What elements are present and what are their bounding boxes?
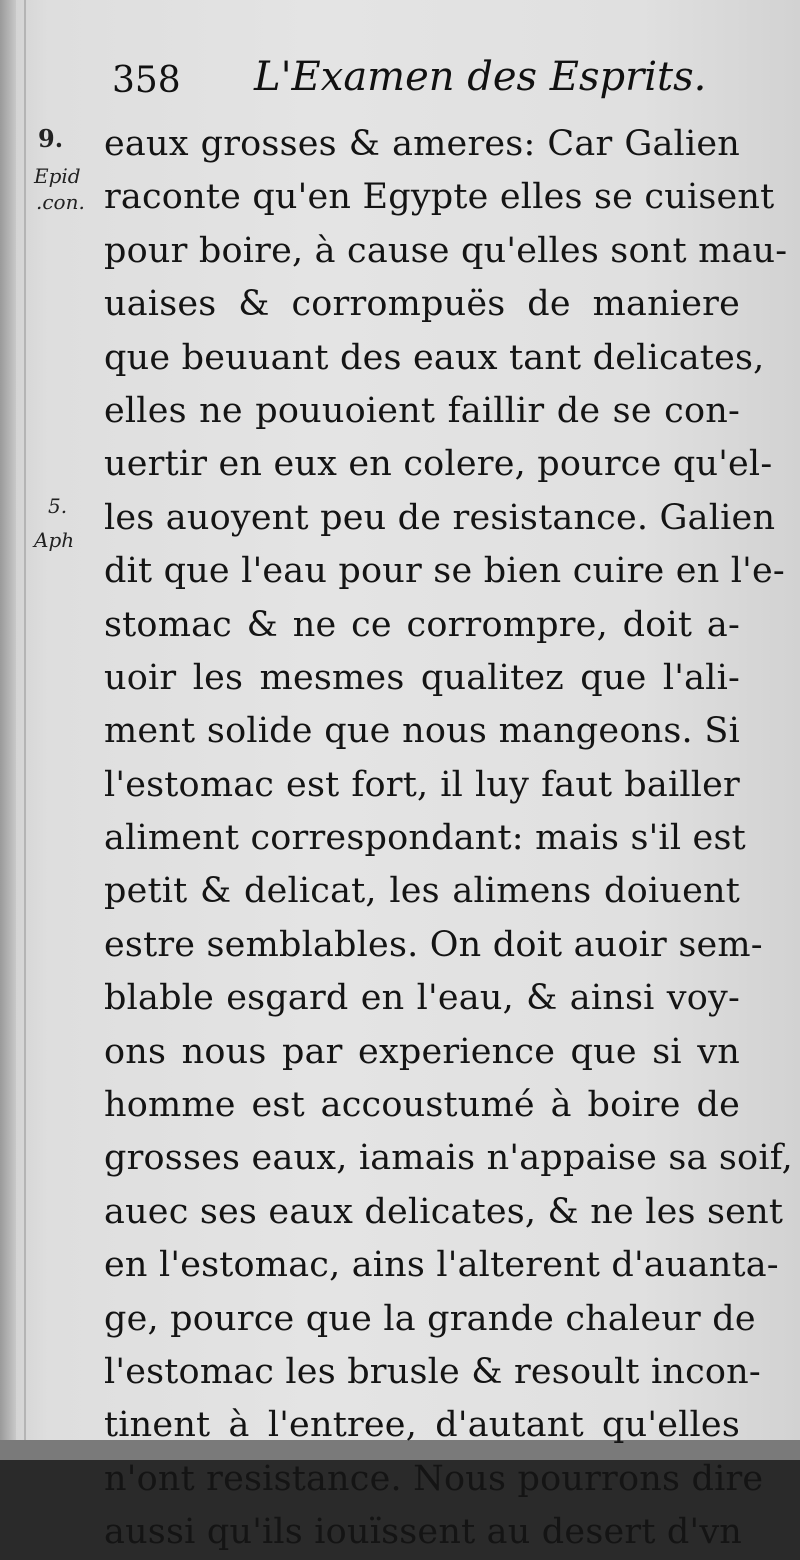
text-line: n'ont resistance. Nous pourrons dire	[104, 1458, 764, 1499]
text-line: pour boire, à cause qu'elles sont mau-	[104, 230, 788, 271]
text-line: estre semblables. On doit auoir sem-	[104, 924, 763, 965]
text-line: grosses eaux, iamais n'appaise sa soif,	[104, 1138, 793, 1179]
text-line: eaux grosses & ameres: Car Galien	[104, 124, 740, 164]
text-line: stomac & ne ce corrompre, doit a-	[104, 604, 740, 645]
margin-note-epid: Epid	[34, 164, 81, 188]
page-fold-line	[24, 0, 26, 1460]
text-line: ons nous par experience que si vn	[104, 1031, 740, 1072]
text-line: en l'estomac, ains l'alterent d'auanta-	[104, 1245, 779, 1286]
text-line: elles ne pouuoient faillir de se con-	[104, 390, 740, 431]
text-line: uertir en eux en colere, pource qu'el-	[104, 444, 773, 485]
margin-note-con: .con.	[36, 190, 85, 214]
text-line: les auoyent peu de resistance. Galien	[104, 497, 776, 538]
running-title: L'Examen des Esprits.	[254, 54, 707, 100]
text-line: dit que l'eau pour se bien cuire en l'e-	[104, 551, 785, 592]
margin-note-9: 9.	[38, 124, 64, 153]
text-line: uoir les mesmes qualitez que l'ali-	[104, 657, 740, 698]
body-text	[104, 118, 793, 1560]
page-number: 358	[112, 60, 181, 101]
text-line: uaises & corrompuës de maniere	[104, 284, 740, 325]
text-line: petit & delicat, les alimens doiuent	[104, 871, 740, 912]
text-line: l'estomac est fort, il luy faut bailler	[104, 764, 740, 805]
text-line: blable esgard en l'eau, & ainsi voy-	[104, 978, 740, 1019]
margin-note-aph: Aph	[34, 528, 75, 552]
text-line: aussi qu'ils iouïssent au desert d'vn	[104, 1512, 743, 1553]
page-binding-edge	[0, 0, 16, 1460]
text-line: raconte qu'en Egypte elles se cuisent	[104, 177, 775, 218]
text-line: auec ses eaux delicates, & ne les sent	[104, 1191, 784, 1232]
text-line: ment solide que nous mangeons. Si	[104, 711, 740, 752]
text-line: tinent à l'entree, d'autant qu'elles	[104, 1405, 740, 1446]
text-line: aliment correspondant: mais s'il est	[104, 818, 746, 859]
page-header	[112, 52, 707, 108]
margin-note-5: 5.	[48, 494, 68, 518]
text-line: que beuuant des eaux tant delicates,	[104, 337, 765, 378]
text-line: l'estomac les brusle & resoult incon-	[104, 1351, 761, 1392]
text-line: ge, pource que la grande chaleur de	[104, 1298, 756, 1339]
text-line: homme est accoustumé à boire de	[104, 1085, 740, 1126]
